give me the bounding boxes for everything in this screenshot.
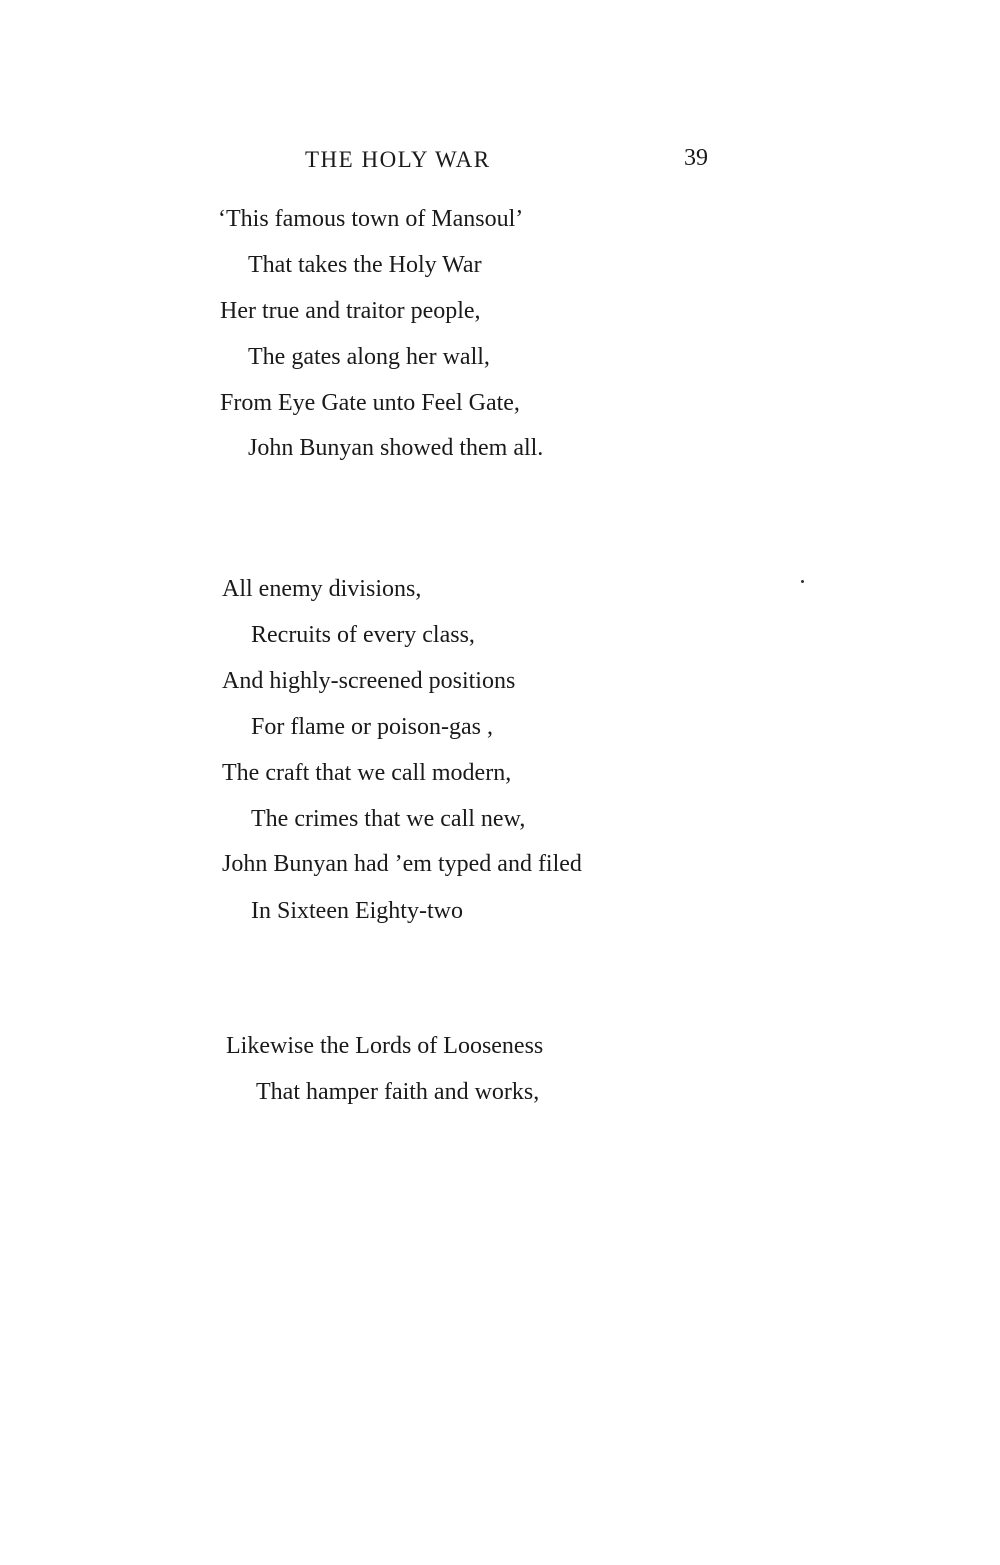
verse-line: Likewise the Lords of Looseness <box>226 1033 544 1059</box>
verse-line: The crimes that we call new, <box>251 806 526 832</box>
verse-line: ‘This famous town of Mansoul’ <box>218 206 524 232</box>
verse-line: John Bunyan showed them all. <box>248 435 544 461</box>
verse-line: That hamper faith and works, <box>256 1079 540 1105</box>
verse-line: That takes the Holy War <box>248 252 482 278</box>
verse-line: Her true and traitor people, <box>220 298 481 324</box>
verse-line: All enemy divisions, <box>222 576 422 602</box>
verse-line: The gates along her wall, <box>248 344 490 370</box>
verse-line: And highly-screened positions <box>222 668 516 694</box>
verse-line: John Bunyan had ’em typed and filed <box>222 851 582 877</box>
page-number: 39 <box>684 145 708 171</box>
ink-speck <box>801 580 804 583</box>
verse-line: For flame or poison-gas , <box>251 714 493 740</box>
running-title: THE HOLY WAR <box>305 147 491 172</box>
verse-line: In Sixteen Eighty-two <box>251 898 463 924</box>
verse-line: Recruits of every class, <box>251 622 475 648</box>
verse-line: From Eye Gate unto Feel Gate, <box>220 390 520 416</box>
verse-line: The craft that we call modern, <box>222 760 512 786</box>
